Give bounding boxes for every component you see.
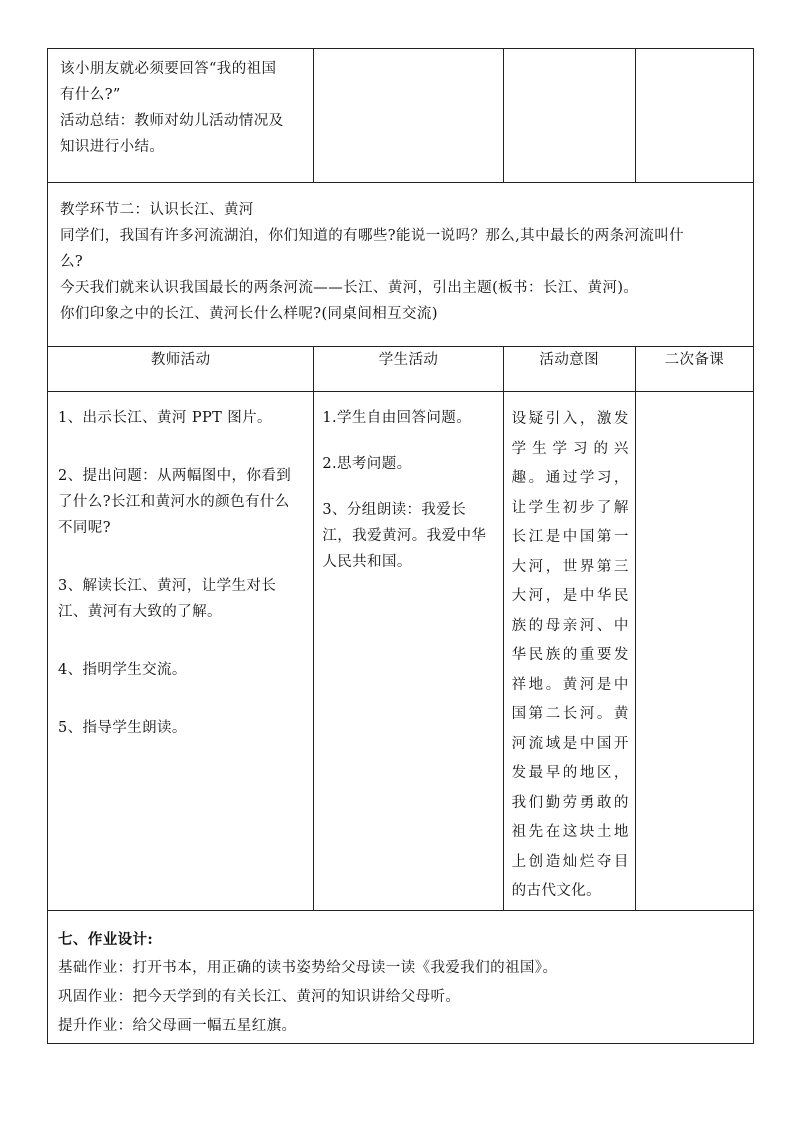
continued-intent-cell xyxy=(503,49,635,183)
activity-header-row xyxy=(48,347,754,392)
continued-notes-cell xyxy=(635,49,753,183)
homework-item: 基础作业：打开书本，用正确的读书姿势给父母读一读《我爱我们的祖国》。 xyxy=(58,960,558,976)
header-student-activity: 学生活动 xyxy=(314,347,503,392)
section2-line: 同学们，我国有许多河流湖泊，你们知道的有哪些?能说一说吗？那么,其中最长的两条河流叫什 xyxy=(60,228,685,244)
continued-teacher-cell xyxy=(48,49,314,183)
homework-row xyxy=(48,911,754,1044)
continued-line: 活动总结：教师对幼儿活动情况及 xyxy=(60,113,284,129)
teacher-activity-cell xyxy=(48,392,314,911)
continued-line: 知识进行小结。 xyxy=(60,139,165,155)
student-activity-item: 2.思考问题。 xyxy=(322,456,412,472)
activity-body-row xyxy=(48,392,754,911)
second-prep-cell xyxy=(635,392,753,911)
homework-title: 七、作业设计: xyxy=(58,931,154,948)
section2-heading: 教学环节二：认识长江、黄河 xyxy=(60,202,254,218)
section2-line: 今天我们就来认识我国最长的两条河流——长江、黄河，引出主题(板书：长江、黄河)。 xyxy=(60,280,639,296)
section2-line: 么? xyxy=(60,254,84,270)
student-activity-cell xyxy=(314,392,503,911)
activity-intent-text: 设疑引入，激发学生学习的兴趣。通过学习，让学生初步了解长江是中国第一大河，世界第三大河，是中华民族的母亲河、中华民族的重要发祥地。黄河是中国第二长河。黄河流域是中国开发最早的地区，我们勤劳勇敢的祖先在这块土地上创造灿烂夺目的古代文化。 xyxy=(511,411,629,899)
continued-line: 该小朋友就必须要回答“我的祖国 xyxy=(60,61,277,77)
header-activity-intent: 活动意图 xyxy=(503,347,635,392)
section2-cell xyxy=(48,183,754,347)
student-activity-item: 3、分组朗读：我爱长江，我爱黄河。我爱中华人民共和国。 xyxy=(322,502,487,570)
activity-intent-cell xyxy=(503,392,635,911)
teacher-activity-item: 1、出示长江、黄河 PPT 图片。 xyxy=(58,410,272,426)
section2-row xyxy=(48,183,754,347)
teacher-activity-item: 4、指明学生交流。 xyxy=(58,662,187,678)
student-activity-item: 1.学生自由回答问题。 xyxy=(322,410,472,426)
continued-row xyxy=(48,49,754,183)
continued-student-cell xyxy=(314,49,503,183)
teacher-activity-item: 2、提出问题：从两幅图中，你看到了什么?长江和黄河水的颜色有什么不同呢? xyxy=(58,468,292,536)
header-teacher-activity: 教师活动 xyxy=(48,347,314,392)
header-second-prep: 二次备课 xyxy=(635,347,753,392)
section2-line: 你们印象之中的长江、黄河长什么样呢?(同桌间相互交流) xyxy=(60,306,438,322)
teacher-activity-item: 5、指导学生朗读。 xyxy=(58,720,187,736)
continued-line: 有什么?” xyxy=(60,87,121,103)
homework-item: 提升作业：给父母画一幅五星红旗。 xyxy=(58,1018,297,1034)
homework-cell xyxy=(48,911,754,1044)
homework-item: 巩固作业：把今天学到的有关长江、黄河的知识讲给父母听。 xyxy=(58,989,461,1005)
teacher-activity-item: 3、解读长江、黄河，让学生对长江、黄河有大致的了解。 xyxy=(58,578,277,620)
lesson-plan-table xyxy=(47,48,754,1044)
